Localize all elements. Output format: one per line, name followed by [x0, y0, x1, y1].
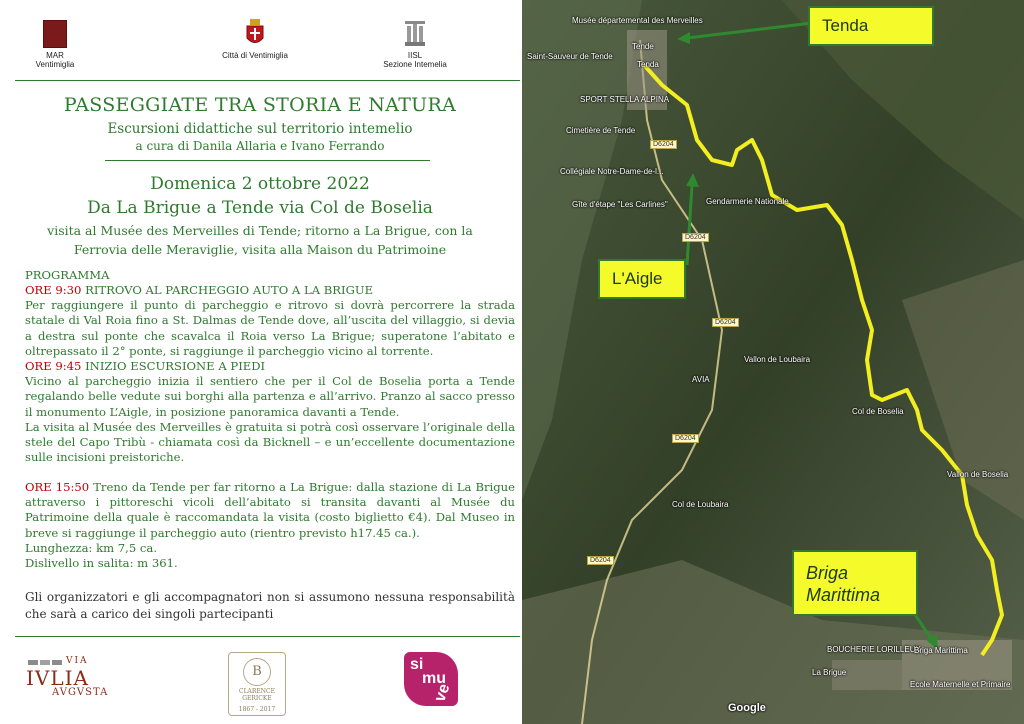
map-label-musee[interactable]: Musée départemental des Merveilles	[572, 16, 703, 25]
via-logo-mid: IVLIA	[26, 666, 89, 690]
simuve-logo	[404, 652, 458, 706]
event-route: Da La Brigue a Tende via Col de Boselia	[87, 198, 433, 218]
mar-emblem-icon	[43, 20, 67, 48]
via-logo-bottom: AVGVSTA	[52, 687, 109, 698]
event-description: visita al Musée des Merveilles di Tende; ritorno a La Brigue, con la Ferrovia delle Meraviglie, visita alla Maison du Patrimoine	[47, 223, 473, 257]
step-3	[25, 480, 515, 541]
top-divider	[15, 80, 520, 81]
road-label-1: D6204	[650, 140, 677, 149]
via-logo-top: VIA	[66, 656, 89, 666]
map-label-tende-station[interactable]: Tende	[632, 42, 654, 51]
cg-years: 1867 - 2017	[238, 706, 276, 713]
step-1	[25, 283, 515, 359]
step-2-header	[25, 359, 515, 374]
map-label-gite[interactable]: Gîte d'étape "Les Carlines"	[572, 200, 668, 209]
map-label-saint-sauveur[interactable]: Saint-Sauveur de Tende	[527, 52, 613, 61]
road-label-3: D6204	[712, 318, 739, 327]
iisl-monument-icon	[402, 18, 428, 48]
step-1-header	[25, 283, 515, 298]
simuve-line2: mu	[422, 670, 446, 687]
map-label-tenda[interactable]: Tenda	[637, 60, 659, 69]
step-1-text: Per raggiungere il punto di parcheggio e ritrovo si dovrà percorrere la strada statale di Val Roia fino a St. Dalmas de Tende dove, all’uscita del villaggio, si devia a destra sul ponte che scavalca il Roia verso La Brigue; superatone l’abitato e oltrepassato il 2° ponte, si raggiunge il parcheggio vicino al torrente.	[25, 298, 515, 358]
city-crest-icon	[245, 18, 265, 48]
step-3-text: Treno da Tende per far ritorno a La Brigue: dalla stazione di La Brigue attraverso i pittoreschi vicoli dell’abitato si transita davanti al Musée du Patrimoine della quale è raccomandata la visita (costo biglietto €4). Dal Museo in breve si raggiunge il parcheggio auto (rientro previsto h17.45 ca.).	[25, 480, 516, 540]
map-label-col-loubaira[interactable]: Col de Loubaira	[672, 500, 729, 509]
step-1-time: ORE 9:30	[25, 283, 82, 297]
google-watermark: Google	[728, 702, 766, 714]
map-label-avia[interactable]: AVIA	[692, 375, 710, 384]
route-map[interactable]	[522, 0, 1024, 724]
road-label-4: D6204	[672, 434, 699, 443]
map-label-la-brigue[interactable]: La Brigue	[812, 668, 847, 677]
map-label-sport-stella[interactable]: SPORT STELLA ALPINA	[580, 95, 670, 104]
callout-briga: Briga Marittima	[792, 550, 918, 616]
flyer-curators: a cura di Danila Allaria e Ivano Ferrando	[135, 139, 385, 153]
map-label-vallon-loubaira[interactable]: Vallon de Loubaira	[744, 355, 811, 364]
iisl-logo	[375, 18, 455, 69]
elevation-info: Dislivello in salita: m 361.	[25, 556, 178, 570]
step-2-text-museum: La visita al Musée des Merveilles è gratuita si potrà così osservare l’originale della stele del Capo Tribù - chiamata così da Bicknell – e un’eccellente documentazione sulle incisioni preistoriche.	[25, 419, 515, 465]
step-3-time: ORE 15:50	[25, 480, 90, 494]
disclaimer: Gli organizzatori e gli accompagnatori non si assumono nessuna responsabilità che sarà a carico dei singoli partecipanti	[25, 590, 515, 621]
simuve-line1: si	[410, 656, 424, 673]
map-label-gendarmerie[interactable]: Gendarmerie Nationale	[706, 197, 789, 206]
via-iulia-augusta-logo	[24, 656, 124, 706]
cg-line1: CLARENCE	[238, 688, 276, 695]
step-1-title: RITROVO AL PARCHEGGIO AUTO A LA BRIGUE	[81, 283, 374, 297]
step-2-text: Vicino al parcheggio inizia il sentiero che per il Col de Boselia porta a Tende regalando belle vedute sui borghi alla partenza e all’arrivo. Pranzo al sacco presso il monumento L’Aigle, in posizione panoramica davanti a Tende.	[25, 374, 515, 419]
ventimiglia-logo-name: Città di Ventimiglia	[222, 51, 288, 60]
map-label-ecole[interactable]: Ecole Maternelle et Primaire	[910, 680, 1011, 689]
cg-line2: GERICKE	[242, 695, 272, 702]
title-divider	[105, 160, 430, 161]
callout-tenda: Tenda	[808, 6, 934, 46]
map-label-col-boselia[interactable]: Col de Boselia	[852, 407, 904, 416]
simuve-line3: ve	[431, 681, 454, 705]
callout-aigle: L'Aigle	[598, 259, 686, 299]
map-label-boucherie[interactable]: BOUCHERIE LORILLEUX	[827, 645, 921, 654]
event-date: Domenica 2 ottobre 2022	[150, 174, 370, 194]
map-label-collegiale[interactable]: Collégiale Notre-Dame-de-l...	[560, 167, 664, 176]
step-2	[25, 359, 515, 465]
mar-logo-name: MAR	[46, 51, 64, 60]
road-label-5: D6204	[587, 556, 614, 565]
clarence-gericke-logo	[228, 652, 286, 716]
length-info: Lunghezza: km 7,5 ca.	[25, 541, 158, 555]
mar-logo-sub: Ventimiglia	[35, 60, 75, 69]
bottom-divider	[15, 636, 520, 637]
ventimiglia-logo	[200, 18, 310, 60]
iisl-logo-sub: Sezione Intemelia	[383, 60, 447, 69]
map-label-vallon-boselia[interactable]: Vallon de Boselia	[947, 470, 1009, 479]
flyer-title: PASSEGGIATE TRA STORIA E NATURA	[63, 94, 457, 116]
iisl-logo-name: IISL	[407, 51, 423, 60]
flyer-subtitle: Escursioni didattiche sul territorio intemelio	[107, 121, 413, 137]
step-2-time: ORE 9:45	[25, 359, 82, 373]
map-label-briga[interactable]: Briga Marittima	[914, 646, 968, 655]
road-label-2: D6204	[682, 233, 709, 242]
map-label-cimetiere[interactable]: Cimetière de Tende	[566, 126, 636, 135]
mar-logo	[30, 20, 80, 69]
cg-monogram-icon: B	[243, 658, 271, 686]
program-heading: PROGRAMMA	[25, 268, 110, 282]
step-2-title: INIZIO ESCURSIONE A PIEDI	[81, 359, 266, 373]
